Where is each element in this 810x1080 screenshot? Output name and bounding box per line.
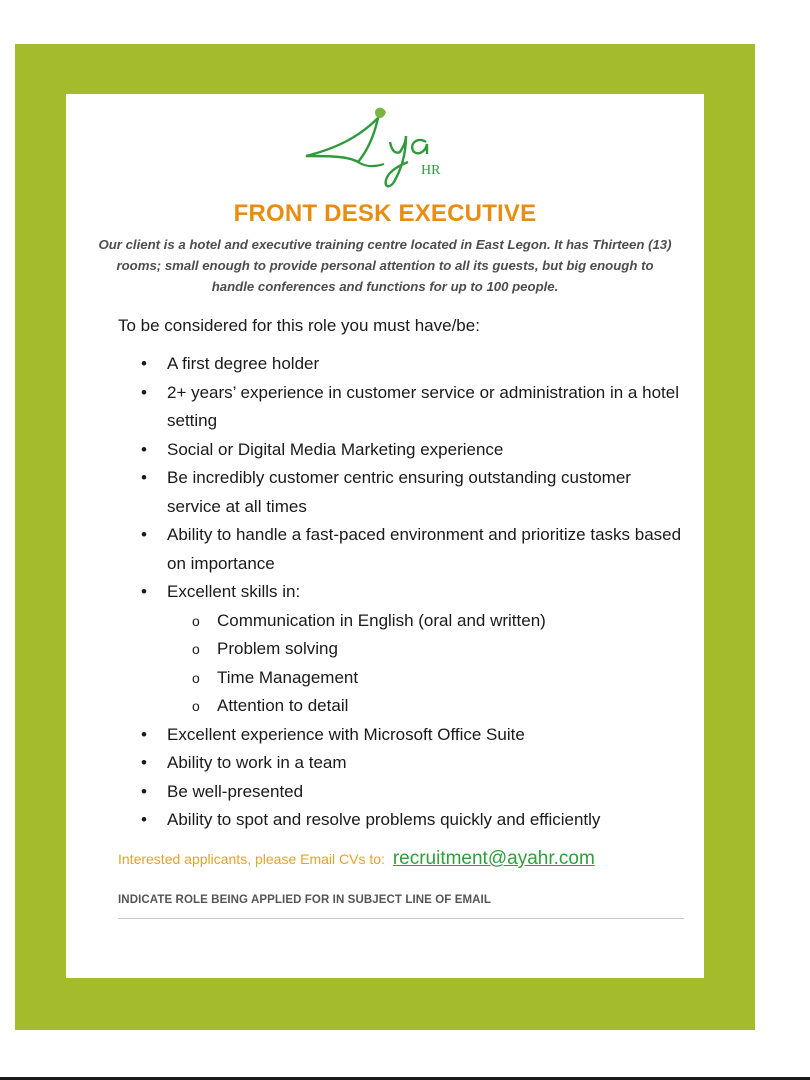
list-item xyxy=(118,749,683,778)
list-item-text: Ability to spot and resolve problems quickly and efficiently xyxy=(167,810,601,829)
list-item-text: 2+ years’ experience in customer service or administration in a hotel setting xyxy=(167,382,679,430)
list-item-text: Be well-presented xyxy=(167,781,304,801)
divider xyxy=(118,918,684,919)
apply-instructions xyxy=(118,848,595,870)
list-item-text: Excellent experience with Microsoft Office Suite xyxy=(167,724,525,744)
list-item xyxy=(118,521,683,578)
list-item xyxy=(118,778,683,807)
list-item-text: Be incredibly customer centric ensuring outstanding customer service at all times xyxy=(167,468,631,516)
list-item xyxy=(118,350,683,379)
list-item-text: Ability to handle a fast-paced environment and prioritize tasks based on importance xyxy=(167,525,682,573)
list-item-text: A first degree holder xyxy=(167,354,320,373)
job-title: FRONT DESK EXECUTIVE xyxy=(233,200,537,227)
list-item-text: Excellent skills in: xyxy=(167,582,301,601)
job-flyer xyxy=(66,94,704,978)
aya-hr-logo xyxy=(298,106,488,192)
requirements-list xyxy=(118,350,683,835)
list-item-text: Social or Digital Media Marketing experience xyxy=(167,439,504,459)
list-item xyxy=(118,464,683,521)
requirements-lead: To be considered for this role you must have/be: xyxy=(118,316,480,335)
list-item xyxy=(118,578,683,721)
sublist-item: o Time Management xyxy=(167,664,683,693)
list-item-text: Ability to work in a team xyxy=(167,753,347,772)
list-item xyxy=(118,721,683,750)
list-item xyxy=(118,806,683,835)
email-link[interactable]: recruitment@ayahr.com xyxy=(392,848,595,869)
list-item xyxy=(118,436,683,465)
logo-hr-text: HR xyxy=(421,163,441,178)
logo-brand-text: Aya xyxy=(298,106,300,107)
sublist-item: o Attention to detail xyxy=(167,692,683,721)
skills-sublist xyxy=(167,607,683,721)
sublist-item: o Communication in English (oral and written) xyxy=(167,607,683,636)
subject-line-note: INDICATE ROLE BEING APPLIED FOR IN SUBJECT LINE OF EMAIL xyxy=(118,894,491,906)
sublist-item: o Problem solving xyxy=(167,635,683,664)
client-description: Our client is a hotel and executive training centre located in East Legon. It has Thirteen (13) rooms; small enough to provide personal attention to all its guests, but big enough to handle conferences and functions for up to 100 people. xyxy=(98,237,672,294)
apply-text: Interested applicants, please Email CVs to: xyxy=(118,851,385,867)
list-item xyxy=(118,379,683,436)
